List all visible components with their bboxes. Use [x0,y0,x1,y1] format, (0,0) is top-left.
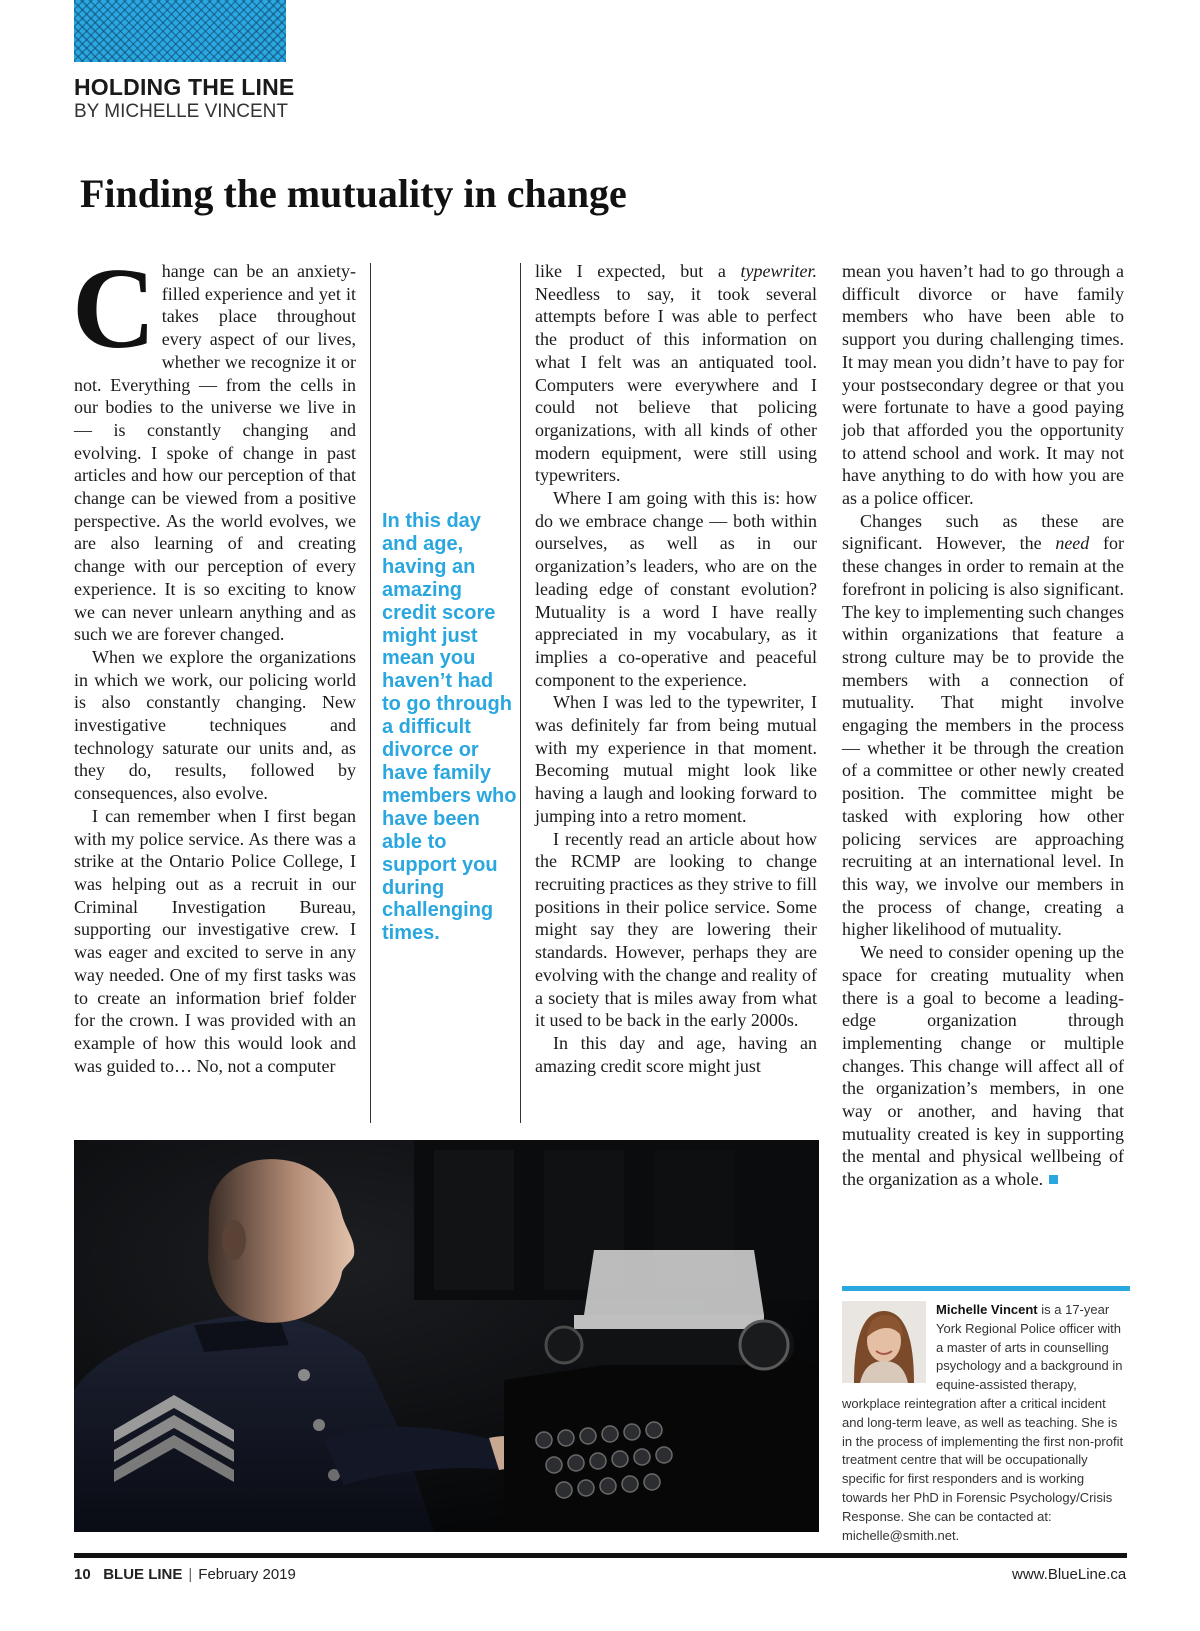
column-divider [370,263,371,1123]
paragraph-text: like I expected, but a [535,261,741,281]
author-bio-text: is a 17-year York Regional Police officer with a master of arts in counselling psychology and a background in equine-assisted therapy, workplace reintegration after a critical incident and long-term leave, as well as teaching. She is in the process of implementing the first non-profit treatment centre that will be occupationally specific for first responders and is working towards her PhD in Forensic Psychology/Crisis Response. She can be contacted at: michelle@smith.net. [842,1302,1124,1543]
paragraph: When I was led to the typewriter, I was definitely far from being mutual with my experience in that moment. Becoming mutual might look like having a laugh and looking forward to jumping into a retro moment. [535,692,817,826]
paragraph: When we explore the organizations in which we work, our policing world is also constantly changing. New investigative techniques and technology saturate our units and, as they do, results, followed by consequences, also evolve. [74,646,356,804]
paragraph [72,245,356,646]
drop-cap: C [72,245,156,373]
emphasis-text: need [1055,533,1090,554]
magazine-name: BLUE LINE [103,1566,183,1583]
section-kicker: HOLDING THE LINE [74,74,295,100]
author-name: Michelle Vincent [936,1302,1038,1317]
article-column-1 [72,245,356,1077]
officer-typewriter-illustration [74,1140,819,1532]
bio-photo-spacer [842,1301,936,1391]
website-link[interactable]: www.BlueLine.ca [1012,1566,1127,1583]
paragraph [842,941,1124,1191]
end-mark-icon [1049,1175,1058,1184]
article-column-3 [842,260,1124,1191]
emphasis-text: typewriter. [740,261,817,281]
paragraph: In this day and age, having an amazing credit score might just [535,1032,817,1076]
footer-separator: | [188,1566,193,1583]
header-pattern-block [74,0,286,62]
paragraph-text: Needless to say, it took several attempts before I was able to perfect the product of this information on what I felt was an antiquated tool. Computers were everywhere and I could not believe that policing organizations, with all kinds of other modern equipment, were still using typewriters. [535,283,817,486]
paragraph-text: for these changes in order to remain at the forefront in policing is also significant. The key to implementing such changes within organizations that feature a strong culture may be to provide the members with a connection of mutuality. That might involve engaging the members in the process — whether it be through the creation of a committee or other newly created position. The committee might be tasked with exploring how other policing services are approaching recruiting at an international level. In this way, we involve our members in the process of change, creating a higher likelihood of mutuality. [842,533,1124,940]
paragraph: Where I am going with this is: how do we embrace change — both within ourselves, as well as in our organization’s leaders, who are on the leading edge of constant evolution? Mutuality is a word I have really appreciated in my vocabulary, as it implies a co-operative and peaceful component to the experience. [535,488,817,690]
bio-rule [842,1286,1130,1291]
paragraph-text: hange can be an anxiety-filled experience and yet it takes place throughout every aspect of our lives, whether we recognize it or not. Everything — from the cells in our bodies to the universe we live in — is constantly changing and evolving. I spoke of change in past articles and how our perception of that change can be viewed from a positive perspective. As the world evolves, we are also learning of and creating change with our perception of every experience. It is so exciting to know we can never unlearn anything and as such we are forever changed. [74,261,356,645]
page-number: 10 [74,1566,91,1583]
column-divider [520,263,521,1123]
footer-rule [74,1553,1127,1558]
byline: BY MICHELLE VINCENT [74,101,288,122]
article-photo [74,1140,819,1532]
headline: Finding the mutuality in change [80,171,627,216]
article-column-2 [535,260,817,1077]
pull-quote: In this day and age, having an amazing credit score might just mean you haven’t had to go through a difficult divorce or have family members who have been able to support you during challenging times. [382,510,517,945]
paragraph [535,260,817,487]
footer-left [74,1566,296,1583]
paragraph: I can remember when I first began with my police service. As there was a strike at the Ontario Police College, I was helping out as a recruit in our Criminal Investigation Bureau, supporting our investigative crew. I was eager and excited to serve in any way needed. One of my first tasks was to create an information brief folder for the crown. I was provided with an example of how this would look and was guided to… No, not a computer [74,805,356,1076]
issue-date: February 2019 [198,1566,296,1583]
paragraph-text: Changes such as these are significant. However, the [842,510,1124,554]
author-bio [842,1301,1130,1545]
paragraph-text: We need to consider opening up the space for creating mutuality when there is a goal to become a leading-edge organization through implementing change or multiple changes. This change will affect all of the organization’s members, in one way or another, and having that mutuality created is key in supporting the mental and physical wellbeing of the organization as a whole. [842,942,1124,1190]
paragraph: mean you haven’t had to go through a difficult divorce or have family members who have been able to support you during challenging times. It may mean you didn’t have to pay for your postsecondary degree or that you were fortunate to have a good paying job that afforded you the opportunity to attend school and work. It may not have anything to do with how you are as a police officer. [842,261,1124,509]
paragraph [842,510,1124,941]
paragraph: I recently read an article about how the RCMP are looking to change recruiting practices as they strive to fill positions in their police service. Some might say they are lowering their standards. However, perhaps they are evolving with the change and reality of a society that is miles away from what it used to be back in the early 2000s. [535,828,817,1031]
